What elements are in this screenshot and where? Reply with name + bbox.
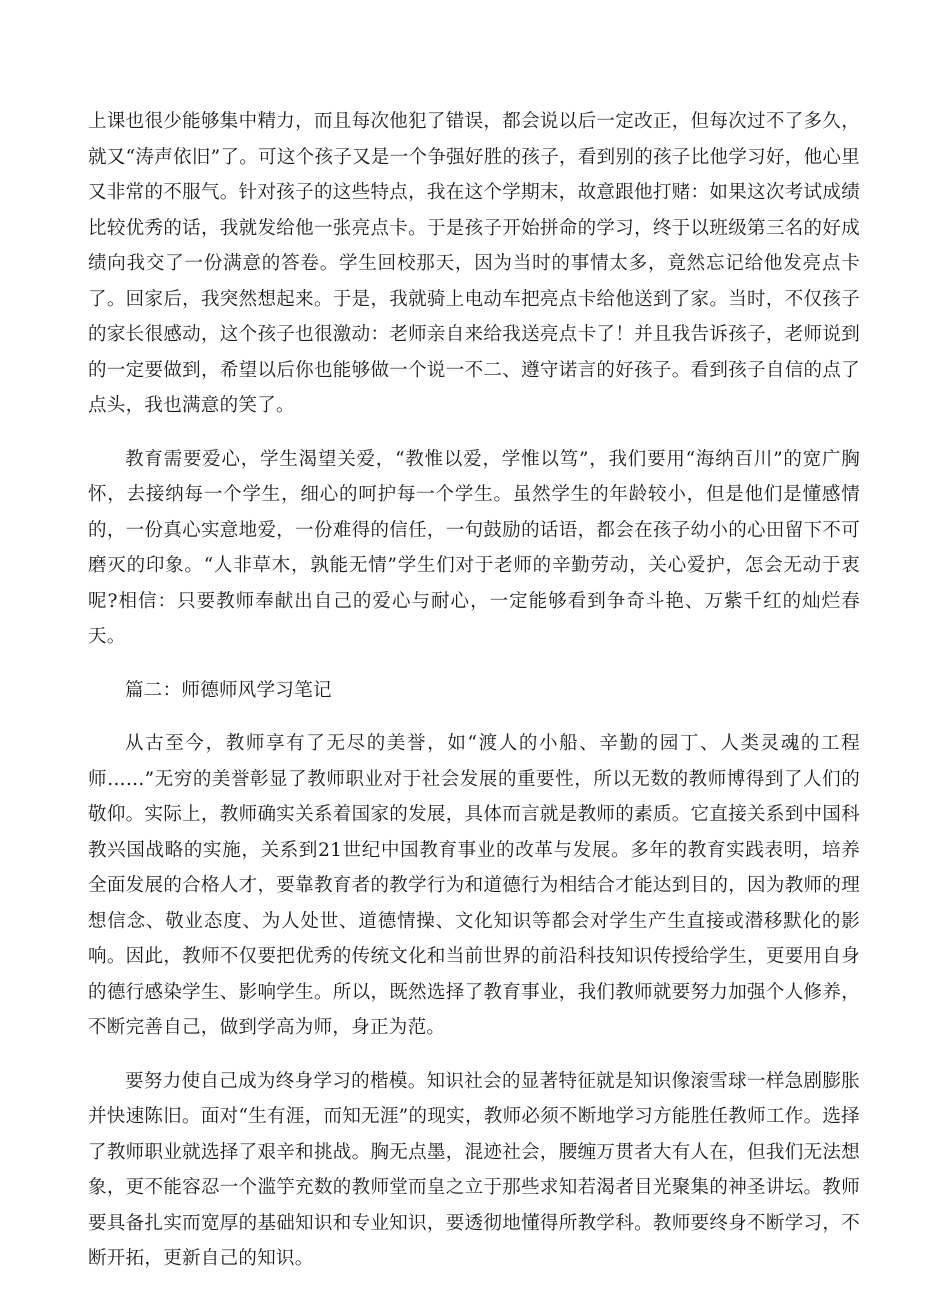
document-body (88, 104, 860, 1295)
paragraph-teacher-honor: 从古至今，教师享有了无尽的美誉，如“渡人的小船、辛勤的园丁、人类灵魂的工程师……”无穷的美誉彰显了教师职业对于社会发展的重要性，所以无数的教师博得到了人们的敬仰。实际上，教师确实关系着国家的发展，具体而言就是教师的素质。它直接关系到中国科教兴国战略的实施，关系到21世纪中国教育事业的改革与发展。多年的教育实践表明，培养全面发展的合格人才，要靠教育者的教学行为和道德行为相结合才能达到目的，因为教师的理想信念、敬业态度、为人处世、道德情操、文化知识等都会对学生产生直接或潜移默化的影响。因此，教师不仅要把优秀的传统文化和当前世界的前沿科技知识传授给学生，更要用自身的德行感染学生、影响学生。所以，既然选择了教育事业，我们教师就要努力加强个人修养，不断完善自己，做到学高为师，身正为范。 (88, 733, 860, 1038)
paragraph-lifelong-learning: 要努力使自己成为终身学习的楷模。知识社会的显著特征就是知识像滚雪球一样急剧膨胀并快速陈旧。面对“生有涯，而知无涯”的现实，教师必须不断地学习方能胜任教师工作。选择了教师职业就选择了艰辛和挑战。胸无点墨，混迹社会，腰缠万贯者大有人在，但我们无法想象，更不能容忍一个滥竽充数的教师堂而皇之立于那些求知若渴者目光聚集的神圣讲坛。教师要具备扎实而宽厚的基础知识和专业知识，要透彻地懂得所教学科。教师要终身不断学习，不断开拓，更新自己的知识。 (88, 1070, 860, 1269)
section-heading: 篇二：师德师风学习笔记 (125, 679, 332, 701)
paragraph-continued: 上课也很少能够集中精力，而且每次他犯了错误，都会说以后一定改正，但每次过不了多久，就又“涛声依旧”了。可这个孩子又是一个争强好胜的孩子，看到别的孩子比他学习好，他心里又非常的不服气。针对孩子的这些特点，我在这个学期末，故意跟他打赌：如果这次考试成绩比较优秀的话，我就发给他一张亮点卡。于是孩子开始拼命的学习，终于以班级第三名的好成绩向我交了一份满意的答卷。学生回校那天，因为当时的事情太多，竟然忘记给他发亮点卡了。回家后，我突然想起来。于是，我就骑上电动车把亮点卡给他送到了家。当时，不仅孩子的家长很感动，这个孩子也很激动：老师亲自来给我送亮点卡了！并且我告诉孩子，老师说到的一定要做到，希望以后你也能够做一个说一不二、遵守诺言的好孩子。看到孩子自信的点了点头，我也满意的笑了。 (88, 111, 860, 416)
paragraph-love-education: 教育需要爱心，学生渴望关爱，“教惟以爱，学惟以笃”，我们要用“海纳百川”的宽广胸怀，去接纳每一个学生，细心的呵护每一个学生。虽然学生的年龄较小，但是他们是懂感情的，一份真心实意地爱，一份难得的信任，一句鼓励的话语，都会在孩子幼小的心田留下不可磨灭的印象。“人非草木，孰能无情”学生们对于老师的辛勤劳动，关心爱护，怎会无动于衷呢?相信：只要教师奉献出自己的爱心与耐心，一定能够看到争奇斗艳、万紫千红的灿烂春天。 (88, 448, 860, 647)
